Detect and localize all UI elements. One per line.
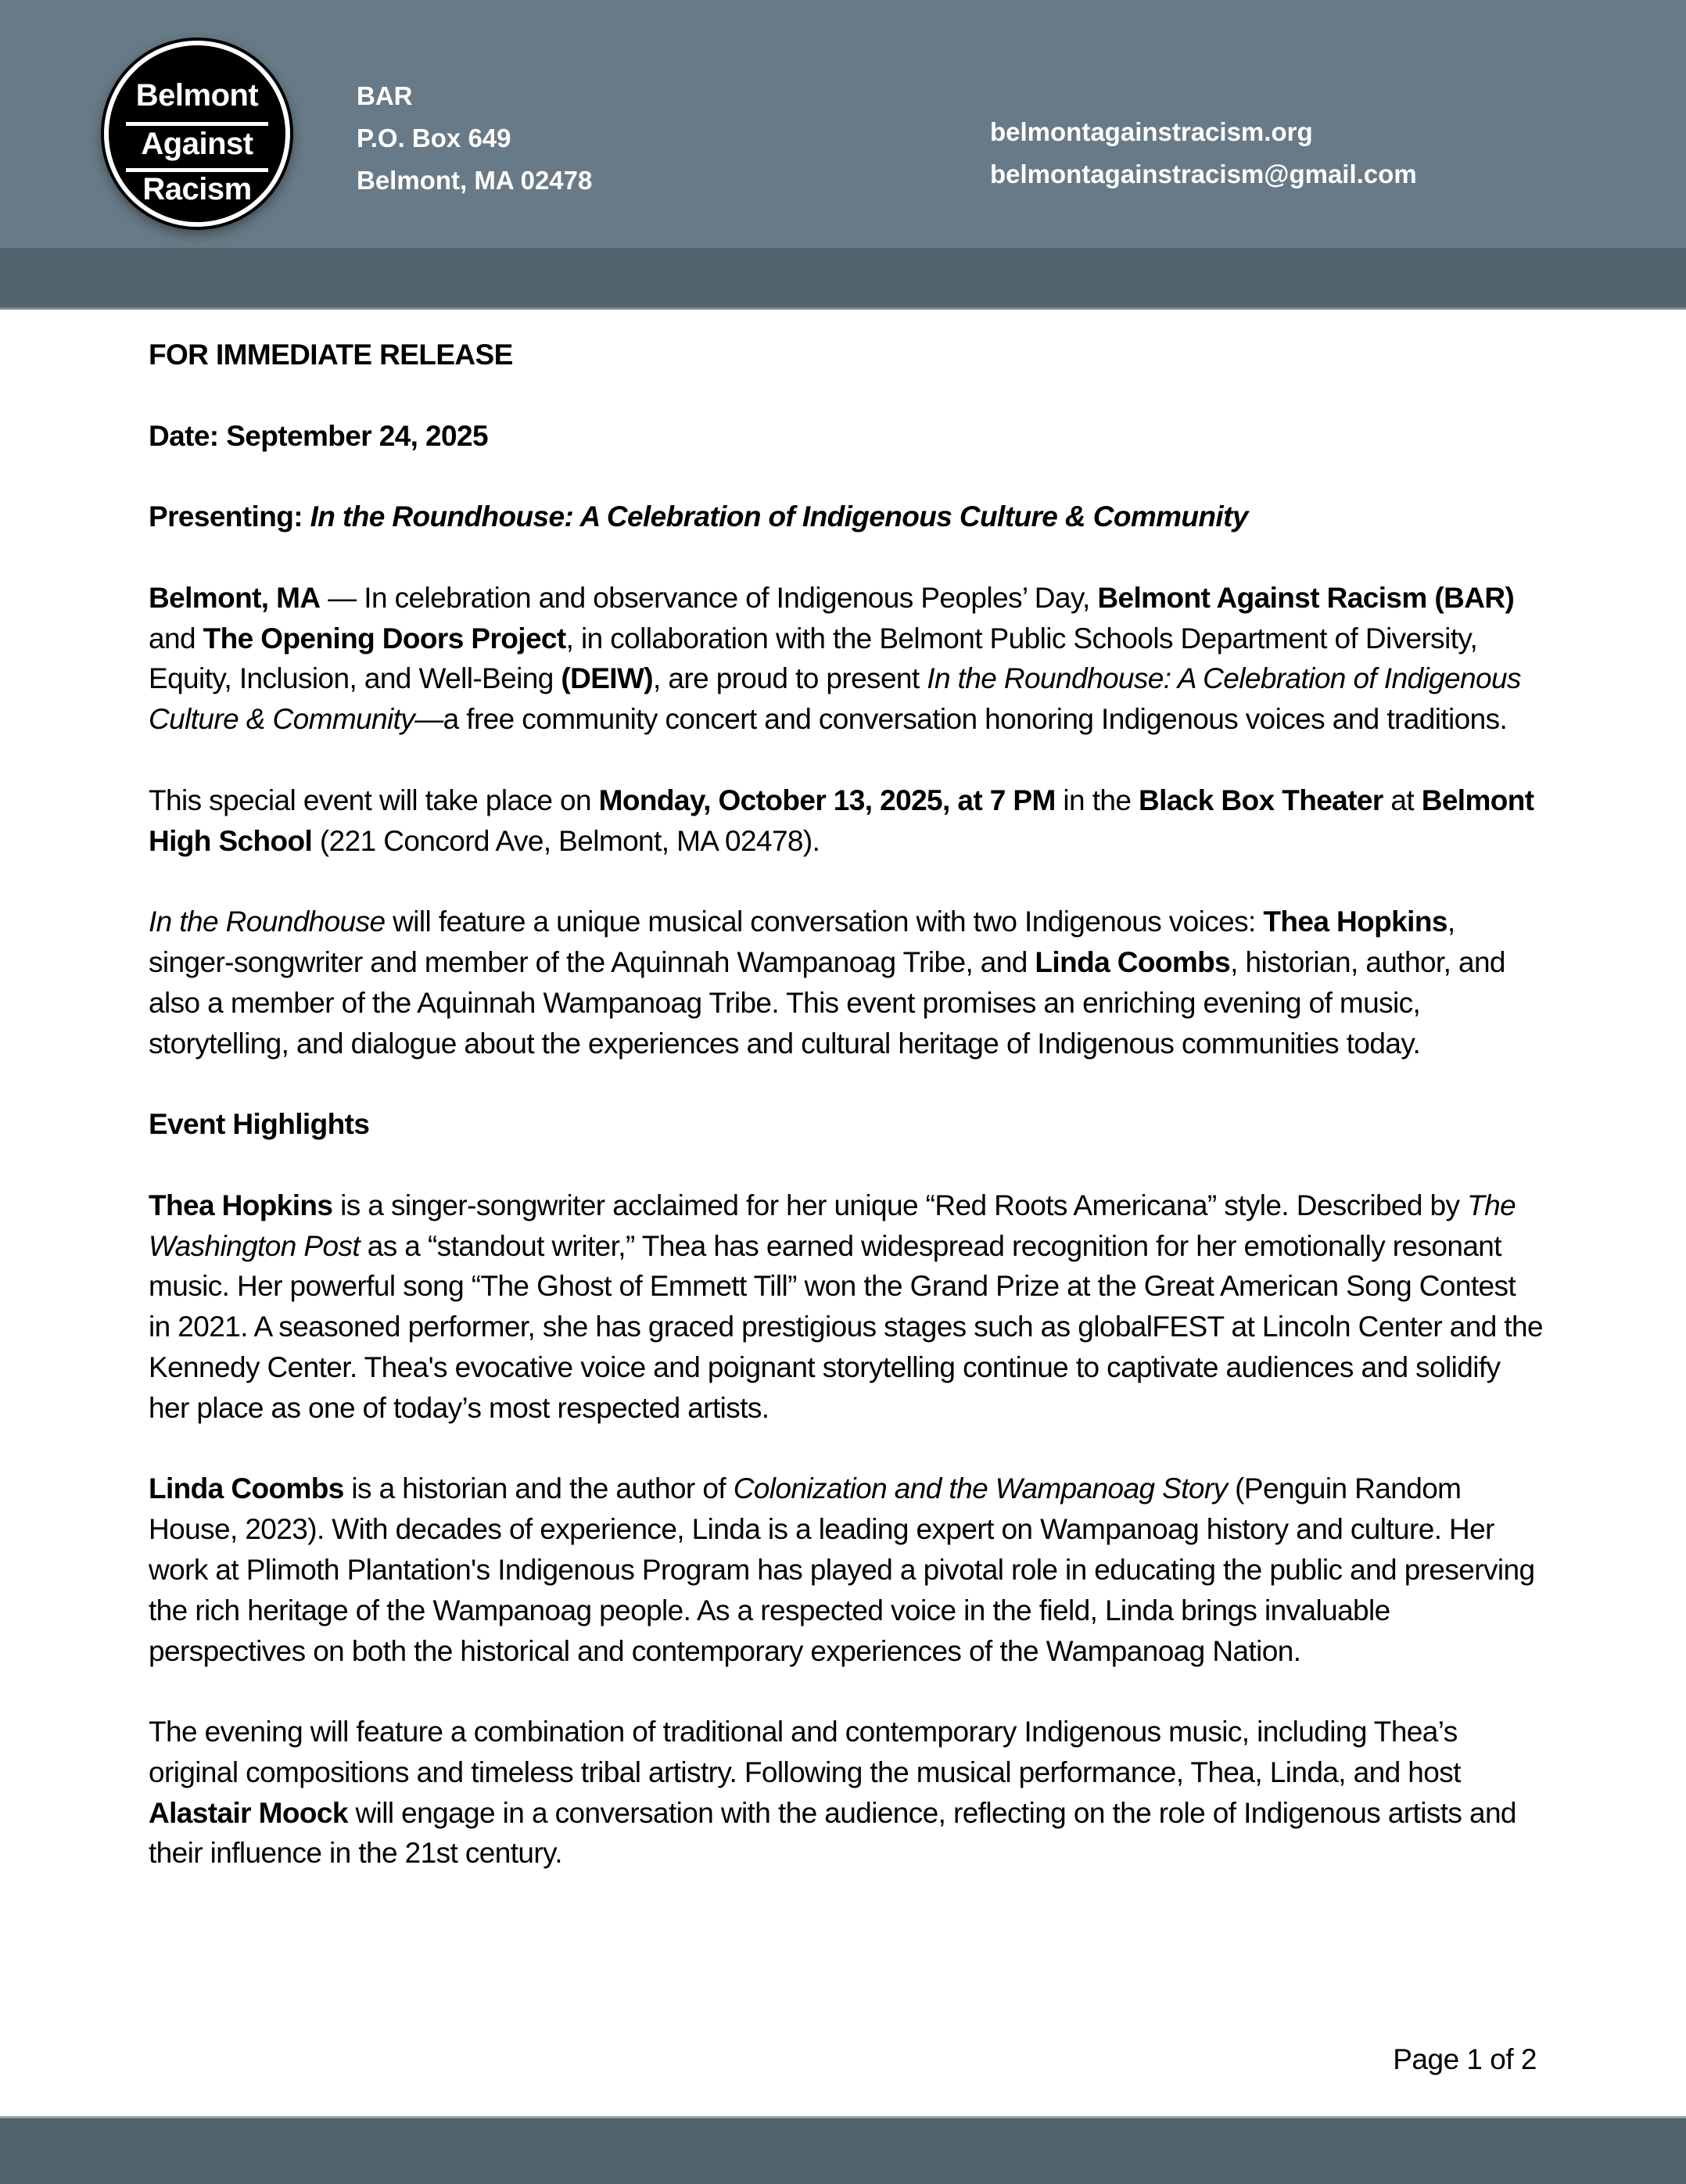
event-title: In the Roundhouse: A Celebration of Indigenous Culture & Community bbox=[310, 500, 1248, 533]
presenting-label: Presenting: bbox=[149, 500, 303, 533]
highlights-heading: Event Highlights bbox=[149, 1108, 370, 1141]
linda-bio-paragraph: Linda Coombs is a historian and the author of Colonization and the Wampanoag Story (Penguin Random House, 2023). With decades of experience, Linda is a leading expert on Wampanoag history and culture. Her work at Plimoth Plantation's Indigenous Program has played a pivotal role in educating the public and preserving the rich heritage of the Wampanoag people. As a respected voice in the field, Linda brings invaluable perspectives on both the historical and contemporary experiences of the Wampanoag Nation. bbox=[149, 1472, 1535, 1667]
press-release-body bbox=[149, 335, 1544, 1914]
release-date: Date: September 24, 2025 bbox=[149, 419, 488, 452]
city-state-zip: Belmont, MA 02478 bbox=[357, 166, 593, 195]
page-number: Page 1 of 2 bbox=[1393, 2043, 1537, 2075]
logo-word-against: Against bbox=[141, 127, 253, 161]
contact-info bbox=[990, 111, 1417, 195]
mailing-address bbox=[357, 75, 592, 202]
bar-logo bbox=[104, 41, 290, 227]
release-label: FOR IMMEDIATE RELEASE bbox=[149, 339, 513, 371]
po-box: P.O. Box 649 bbox=[357, 124, 511, 152]
feature-paragraph: In the Roundhouse will feature a unique musical conversation with two Indigenous voices: Thea Hopkins, singer-songwriter and member of the Aquinnah Wampanoag Tribe, and Linda Coombs, historian, author, and also a member of the Aquinnah Wampanoag Tribe. This event promises an enriching evening of music, storytelling, and dialogue about the experiences and cultural heritage of Indigenous communities today. bbox=[149, 906, 1505, 1060]
logo-word-belmont: Belmont bbox=[135, 78, 259, 113]
website-link[interactable]: belmontagainstracism.org bbox=[990, 117, 1313, 146]
thea-bio-paragraph: Thea Hopkins is a singer-songwriter acclaimed for her unique “Red Roots Americana” style. Described by The Washington Post as a “standout writer,” Thea has earned widespread recognition for her emotionally resonant music. Her powerful song “The Ghost of Emmett Till” won the Grand Prize at the Great American Song Contest in 2021. A seasoned performer, she has graced prestigious stages such as globalFEST at Lincoln Center and the Kennedy Center. Thea's evocative voice and poignant storytelling continue to captivate audiences and solidify her place as one of today’s most respected artists. bbox=[149, 1189, 1544, 1424]
logo-word-racism: Racism bbox=[142, 172, 252, 206]
email-link[interactable]: belmontagainstracism@gmail.com bbox=[990, 160, 1417, 188]
org-abbrev: BAR bbox=[357, 81, 413, 110]
header-band bbox=[0, 248, 1686, 310]
program-paragraph: The evening will feature a combination of traditional and contemporary Indigenous music, including Thea’s original compositions and timeless tribal artistry. Following the musical performance, Thea, Linda, and host Alastair Moock will engage in a conversation with the audience, reflecting on the role of Indigenous artists and their influence in the 21st century. bbox=[149, 1716, 1516, 1870]
presenting-line bbox=[149, 497, 1544, 537]
intro-paragraph: Belmont, MA — In celebration and observance of Indigenous Peoples’ Day, Belmont Against Racism (BAR) and The Opening Doors Project, in collaboration with the Belmont Public Schools Department of Diversity, Equity, Inclusion, and Well-Being (DEIW), are proud to present In the Roundhouse: A Celebration of Indigenous Culture & Community—a free community concert and conversation honoring Indigenous voices and traditions. bbox=[149, 581, 1521, 736]
footer-band bbox=[0, 2116, 1686, 2184]
event-details-paragraph: This special event will take place on Monday, October 13, 2025, at 7 PM in the Black Box Theater at Belmont High School (221 Concord Ave, Belmont, MA 02478). bbox=[149, 784, 1534, 857]
logo-divider bbox=[126, 122, 268, 126]
